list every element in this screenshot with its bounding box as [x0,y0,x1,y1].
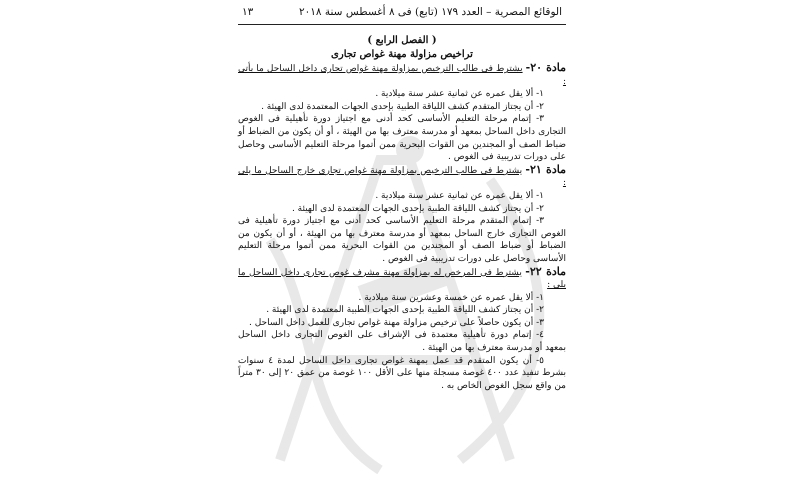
article-item: ٢- أن يجتاز كشف اللياقة الطبية بإحدى الجهات الطبية المعتمدة لدى الهيئة . [266,305,544,316]
article-item: ٥- أن يكون المتقدم قد عمل بمهنة غواص تجارى داخل الساحل لمدة ٤ سنوات بشرط تنفيذ عدد ٤٠٠ غوصة مسجلة منها على الأقل ١٠٠ غوصة من عمق ٢٠ إلى ٣٠ متراً من واقع سجل الغوص الخاص به . [238,355,566,391]
article-item: ١- ألا يقل عمره عن ثمانية عشر سنة ميلادية . [375,89,544,100]
article-item: ١- ألا يقل عمره عن خمسة وعشرين سنة ميلادية . [358,292,544,303]
article-item: ٣- إتمام مرحلة التعليم الأساسى كحد أدنى مع اجتياز دورة تأهيلية فى الغوص التجارى داخل الساحل بمعهد أو مدرسة معترف بها من الهيئة ، أو أن يكون من الضباط أو ضباط الصف أو المجندين من القوات البحرية ممن أتموا مرحلة التعليم الأساسى وحاصل على دورات تدريبية فى الغوص . [238,114,566,163]
article-item: ٣- إتمام المتقدم مرحلة التعليم الأساسى كحد أدنى مع اجتياز دورة تأهيلية فى الغوص التجارى خارج الساحل بمعهد أو مدرسة معترف بها من الهيئة ، أو أن يكون من الضباط أو ضباط الصف أو المجندين من القوات البحرية ممن أتموا مرحلة التعليم الأساسى وحاصل على دورات تدريبية فى الغوص . [238,216,566,264]
section-title: تراخيص مزاولة مهنة غواص تجارى [331,49,473,60]
article-item: ٤- إتمام دورة تأهيلية معتمدة فى الإشراف على الغوص التجارى داخل الساحل بمعهد أو مدرسة معترف بها من الهيئة . [238,330,566,354]
article-intro [238,164,566,190]
article-label: مادة ٢٢- [525,264,566,278]
chapter-title: ( الفصل الرابع ) [367,35,437,46]
article-item: ٣- أن يكون حاصلاً على ترخيص مزاولة مهنة غواص تجارى للعمل داخل الساحل . [249,317,544,328]
article-intro [238,266,566,292]
header-title: الوقائع المصرية – العدد ١٧٩ (تابع) فى ٨ أغسطس سنة ٢٠١٨ [298,6,562,18]
article-intro-text: يشترط فى طالب الترخيص بمزاولة مهنة غواص تجارى داخل الساحل ما يأتى : [238,64,566,87]
article-label: مادة ٢١- [525,162,566,176]
article-item: ١- ألا يقل عمره عن ثمانية عشر سنة ميلادية . [375,190,544,201]
article-intro-text: يشترط فى طالب الترخيص بمزاولة مهنة غواص تجارى خارج الساحل ما يلى : [238,165,566,189]
gazette-page [232,0,570,500]
article-item: ٢- أن يجتاز كشف اللياقة الطبية بإحدى الجهات المعتمدة لدى الهيئة . [291,203,544,214]
article-intro-text: يشترط فى المرخص له بمزاولة مهنة مشرف غوص تجارى داخل الساحل ما يلى : [238,267,566,291]
page-header [238,0,566,25]
page-number: ١٣ [242,6,254,18]
article-label: مادة ٢٠- [525,61,566,74]
article-intro [238,62,566,88]
article-item: ٢- أن يجتاز المتقدم كشف اللياقة الطبية بإحدى الجهات المعتمدة لدى الهيئة . [261,101,544,112]
